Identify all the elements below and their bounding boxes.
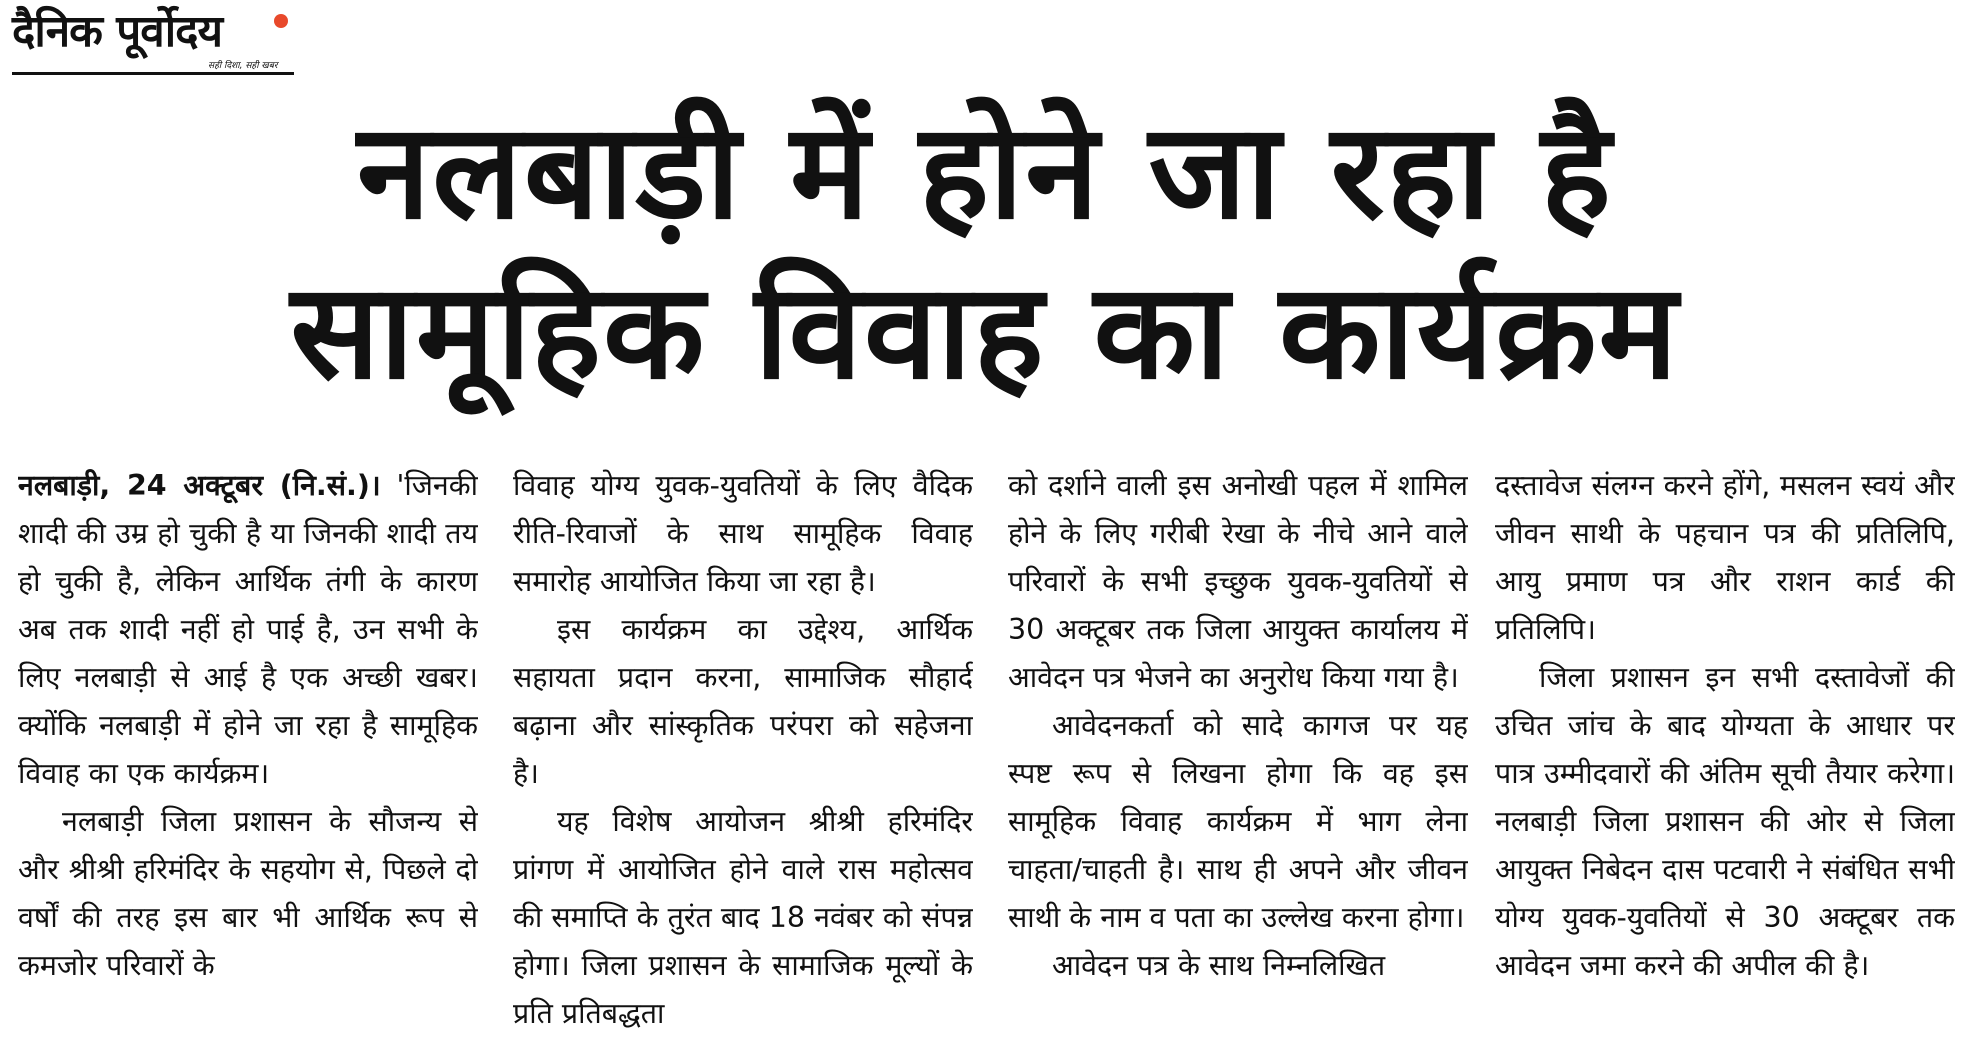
headline-line-1: नलबाड़ी में होने जा रहा है [357,95,1613,249]
article-column-3 [1008,462,1468,1046]
article-paragraph: जिला प्रशासन इन सभी दस्तावेजों की उचित जांच के बाद योग्यता के आधार पर पात्र उम्मीदवारों की अंतिम सूची तैयार करेगा। नलबाड़ी जिला प्रशासन की ओर से जिला आयुक्त निबेदन दास पटवारी ने संबंधित सभी योग्य युवक-युवतियों से 30 अक्टूबर तक आवेदन जमा करने की अपील की है। [1495,661,1955,982]
newspaper-name: दैनिक पूर्वोदय [12,6,223,57]
dateline: नलबाड़ी, 24 अक्टूबर (नि.सं.)। [18,469,381,502]
article-paragraph: नलबाड़ी जिला प्रशासन के सौजन्य से और श्रीश्री हरिमंदिर के सहयोग से, पिछले दो वर्षों की तरह इस बार भी आर्थिक रूप से कमजोर परिवारों के [18,805,478,982]
article-column-2 [513,462,973,1046]
masthead-logo [12,6,282,70]
article-paragraph: विवाह योग्य युवक-युवतियों के लिए वैदिक रीति-रिवाजों के साथ सामूहिक विवाह समारोह आयोजित किया जा रहा है। [513,469,973,598]
article-paragraph: दस्तावेज संलग्न करने होंगे, मसलन स्वयं और जीवन साथी के पहचान पत्र की प्रतिलिपि, आयु प्रमाण पत्र और राशन कार्ड की प्रतिलिपि। [1495,469,1955,646]
paragraph-text: 'जिनकी शादी की उम्र हो चुकी है या जिनकी शादी तय हो चुकी है, लेकिन आर्थिक तंगी के कारण अब तक शादी नहीं हो पाई है, उन सभी के लिए नलबाड़ी से आई है एक अच्छी खबर। क्योंकि नलबाड़ी में होने जा रहा है सामूहिक विवाह का एक कार्यक्रम। [18,469,478,790]
article-paragraph: को दर्शाने वाली इस अनोखी पहल में शामिल होने के लिए गरीबी रेखा के नीचे आने वाले परिवारों के सभी इच्छुक युवक-युवतियों से 30 अक्टूबर तक जिला आयुक्त कार्यालय में आवेदन पत्र भेजने का अनुरोध किया गया है। [1008,469,1468,694]
article-paragraph: आवेदनकर्ता को सादे कागज पर यह स्पष्ट रूप से लिखना होगा कि वह इस सामूहिक विवाह कार्यक्रम में भाग लेना चाहता/चाहती है। साथ ही अपने और जीवन साथी के नाम व पता का उल्लेख करना होगा। [1008,709,1468,934]
article-column-4 [1495,462,1955,1046]
article-column-1 [18,462,478,1046]
masthead-rule [12,72,294,75]
article-paragraph: इस कार्यक्रम का उद्देश्य, आर्थिक सहायता प्रदान करना, सामाजिक सौहार्द बढ़ाना और सांस्कृतिक परंपरा को सहेजना है। [513,613,973,790]
article-body [18,462,1958,1046]
article-headline [0,92,1970,412]
newspaper-tagline: सही दिशा, सही खबर [208,61,278,71]
article-paragraph: यह विशेष आयोजन श्रीश्री हरिमंदिर प्रांगण में आयोजित होने वाले रास महोत्सव की समाप्ति के तुरंत बाद 18 नवंबर को संपन्न होगा। जिला प्रशासन के सामाजिक मूल्यों के प्रति प्रतिबद्धता [513,805,973,1030]
logo-dot-icon [274,14,288,28]
headline-line-2: सामूहिक विवाह का कार्यक्रम [290,255,1680,409]
article-paragraph [18,462,478,798]
article-paragraph: आवेदन पत्र के साथ निम्नलिखित [1052,949,1386,982]
